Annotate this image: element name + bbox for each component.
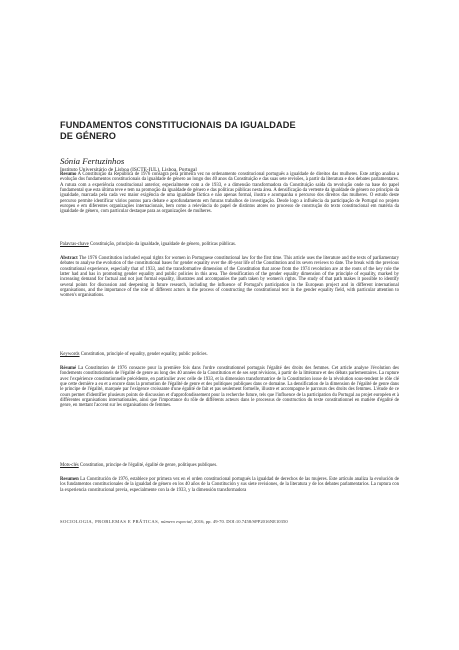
resumo-label: Resumo — [60, 172, 77, 177]
palavras-chave-text: Constituição, princípio da igualdade, igualdade de género, políticas públicas. — [89, 242, 237, 247]
article-title-line-1: FUNDAMENTOS CONSTITUCIONAIS DA IGUALDADE — [60, 120, 296, 130]
mots-cles-label: Mots-clés — [60, 463, 79, 468]
mots-cles-text: Constitution, principe de l'égalité, égalité de genre, politiques publiques. — [79, 463, 218, 468]
resume-section — [60, 366, 399, 409]
journal-footer — [60, 519, 399, 525]
article-title — [60, 120, 399, 142]
abstract-label: Abstract — [60, 256, 78, 261]
resumen-label: Resumen — [60, 477, 79, 482]
resumo-text: A Constituição da República de 1976 consagra pela primeira vez no ordenamento constitucional português a igualdade de direitos das mulheres. Este artigo analisa a evolução dos fundamentos constitucionais da igualdade de género ao longo dos 40 anos da Constituição e das suas sete revisões, à partir da literatura e dos debates parlamentares. A rutura com a experiência constitucional anterior, especialmente com a de 1933, e a dimensão transformadora da Constituição saída da revolução onde na base do papel fundamental que esta última teve e tem na promoção da igualdade de género e das políticas públicas nesta área. A densificação da vertente da igualdade de género no princípio da igualdade, marcada pela cada vez maior exigência de uma igualdade fáctica e não apenas formal, ilustra e acompanha o percurso dos direitos das mulheres. O estudo deste percurso permite identificar vários pontos para debate e aprofundamento em futuras trabalhos de investigação. Desde logo a influência da participação de Portugal no projeto europeu e em diferentes organizações internacionais, bem como a relevância do papel de distintos atores no processo de construção do texto constitucional em matéria da igualdade de género, com particular destaque para as organizações de mulheres. — [60, 172, 399, 215]
article-title-line-2: DE GÉNERO — [60, 131, 117, 141]
resumen-text: La Constitución de 1976, establece por primera vez en el orden constitucional portugués la igualdad de derechos de las mujeres. Este artículo analiza la evolución de los fundamentos constitucionales de la igualdad de género en los 40 años de la Constitución y sus siete revisiones, de la literatura y de los debates parlamentarios. La ruptura con la experiencia constitucional previa, especialmente con la de 1933, y la dimensión transformadora — [60, 477, 400, 493]
resume-label: Résumé — [60, 366, 77, 371]
keywords-label: Keywords — [60, 352, 80, 357]
resume-text: La Constitution de 1976 consacre pour la première fois dans l'ordre constitutionnel portugais l'égalité des droits des femmes. Cet article analyse l'évolution des fondements constitutionnels de l'égalité de genre au long des 40 années de la Constitution et de ses sept révisions, à partir de la littérature et des débats parlementaires. La rupture avec l'expérience constitutionnelle précédente, en particulier avec celle de 1933, et la dimension transformatrice de la Constitution issue de la révolution sous-tendent le rôle clé que cette dernière a eu et a encore dans la promotion de l'égalité de genre et des politiques publiques dans ce domaine. La densification de la dimension de l'égalité de genre dans le principe de l'égalité, marquée par l'exigence croissante d'une égalité de fait et pas seulement formelle, illustre et accompagne le parcours des droits des femmes. L'étude de ce cours permet d'identifier plusieurs points de discussion et d'approfondissement pour la recherche future, tels que l'influence de la participation du Portugal au projet européen et à différentes organisations internationales, ainsi que l'importance du rôle de différents acteurs dans le processus de construction du texte constitutionnel en matière d'égalité de genre, en mettant l'accent sur les organisations de femmes. — [60, 366, 400, 409]
abstract-text: The 1976 Constitution included equal rights for women in Portuguese constitutional law for the first time. This article uses the literature and the texts of parliamentary debates to analyse the evolution of the constitutional bases for gender equality over the 40-year life of the Constitution and its seven reviews to date. The break with the previous constitutional experience, especially that of 1933, and the transformative dimension of the Constitution that arose from the 1974 revolution are at the roots of the key role the latter had and has in promoting gender equality and public policies in this area. The densification of the gender equality dimension of the principle of equality, marked by increasing demand for factual and not just formal equality, illustrates and accompanies the path taken by women's rights. The study of that path makes it possible to identify several points for discussion and deepening in future research, including the influence of Portugal's participation in the European project and in different international organisations, and the importance of the role of different actors in the process of constructing the constitutional text in the gender equality field, with particular attention to women's organisations. — [60, 256, 399, 299]
journal-details: 2016, pp. 49-70. DOI:10.7458/SPP2016NE10350 — [194, 519, 288, 524]
journal-issue: número especial, — [160, 519, 193, 524]
resumen-section — [60, 477, 399, 493]
palavras-chave-label: Palavras-chave — [60, 242, 89, 247]
mots-cles-section — [60, 463, 399, 468]
author-name: Sónia Fertuzinhos — [60, 156, 125, 166]
author-affiliation: Instituto Universitário de Lisboa (ISCTE-IUL), Lisboa, Portugal — [60, 167, 197, 173]
journal-name: SOCIOLOGIA, PROBLEMAS E PRÁTICAS, — [60, 519, 160, 524]
keywords-text: Constitution, principle of equality, gender equality, public policies. — [80, 352, 208, 357]
resumo-section — [60, 172, 399, 215]
article-header — [60, 120, 399, 174]
abstract-section — [60, 256, 399, 299]
palavras-chave-section — [60, 242, 399, 247]
keywords-section — [60, 352, 399, 357]
